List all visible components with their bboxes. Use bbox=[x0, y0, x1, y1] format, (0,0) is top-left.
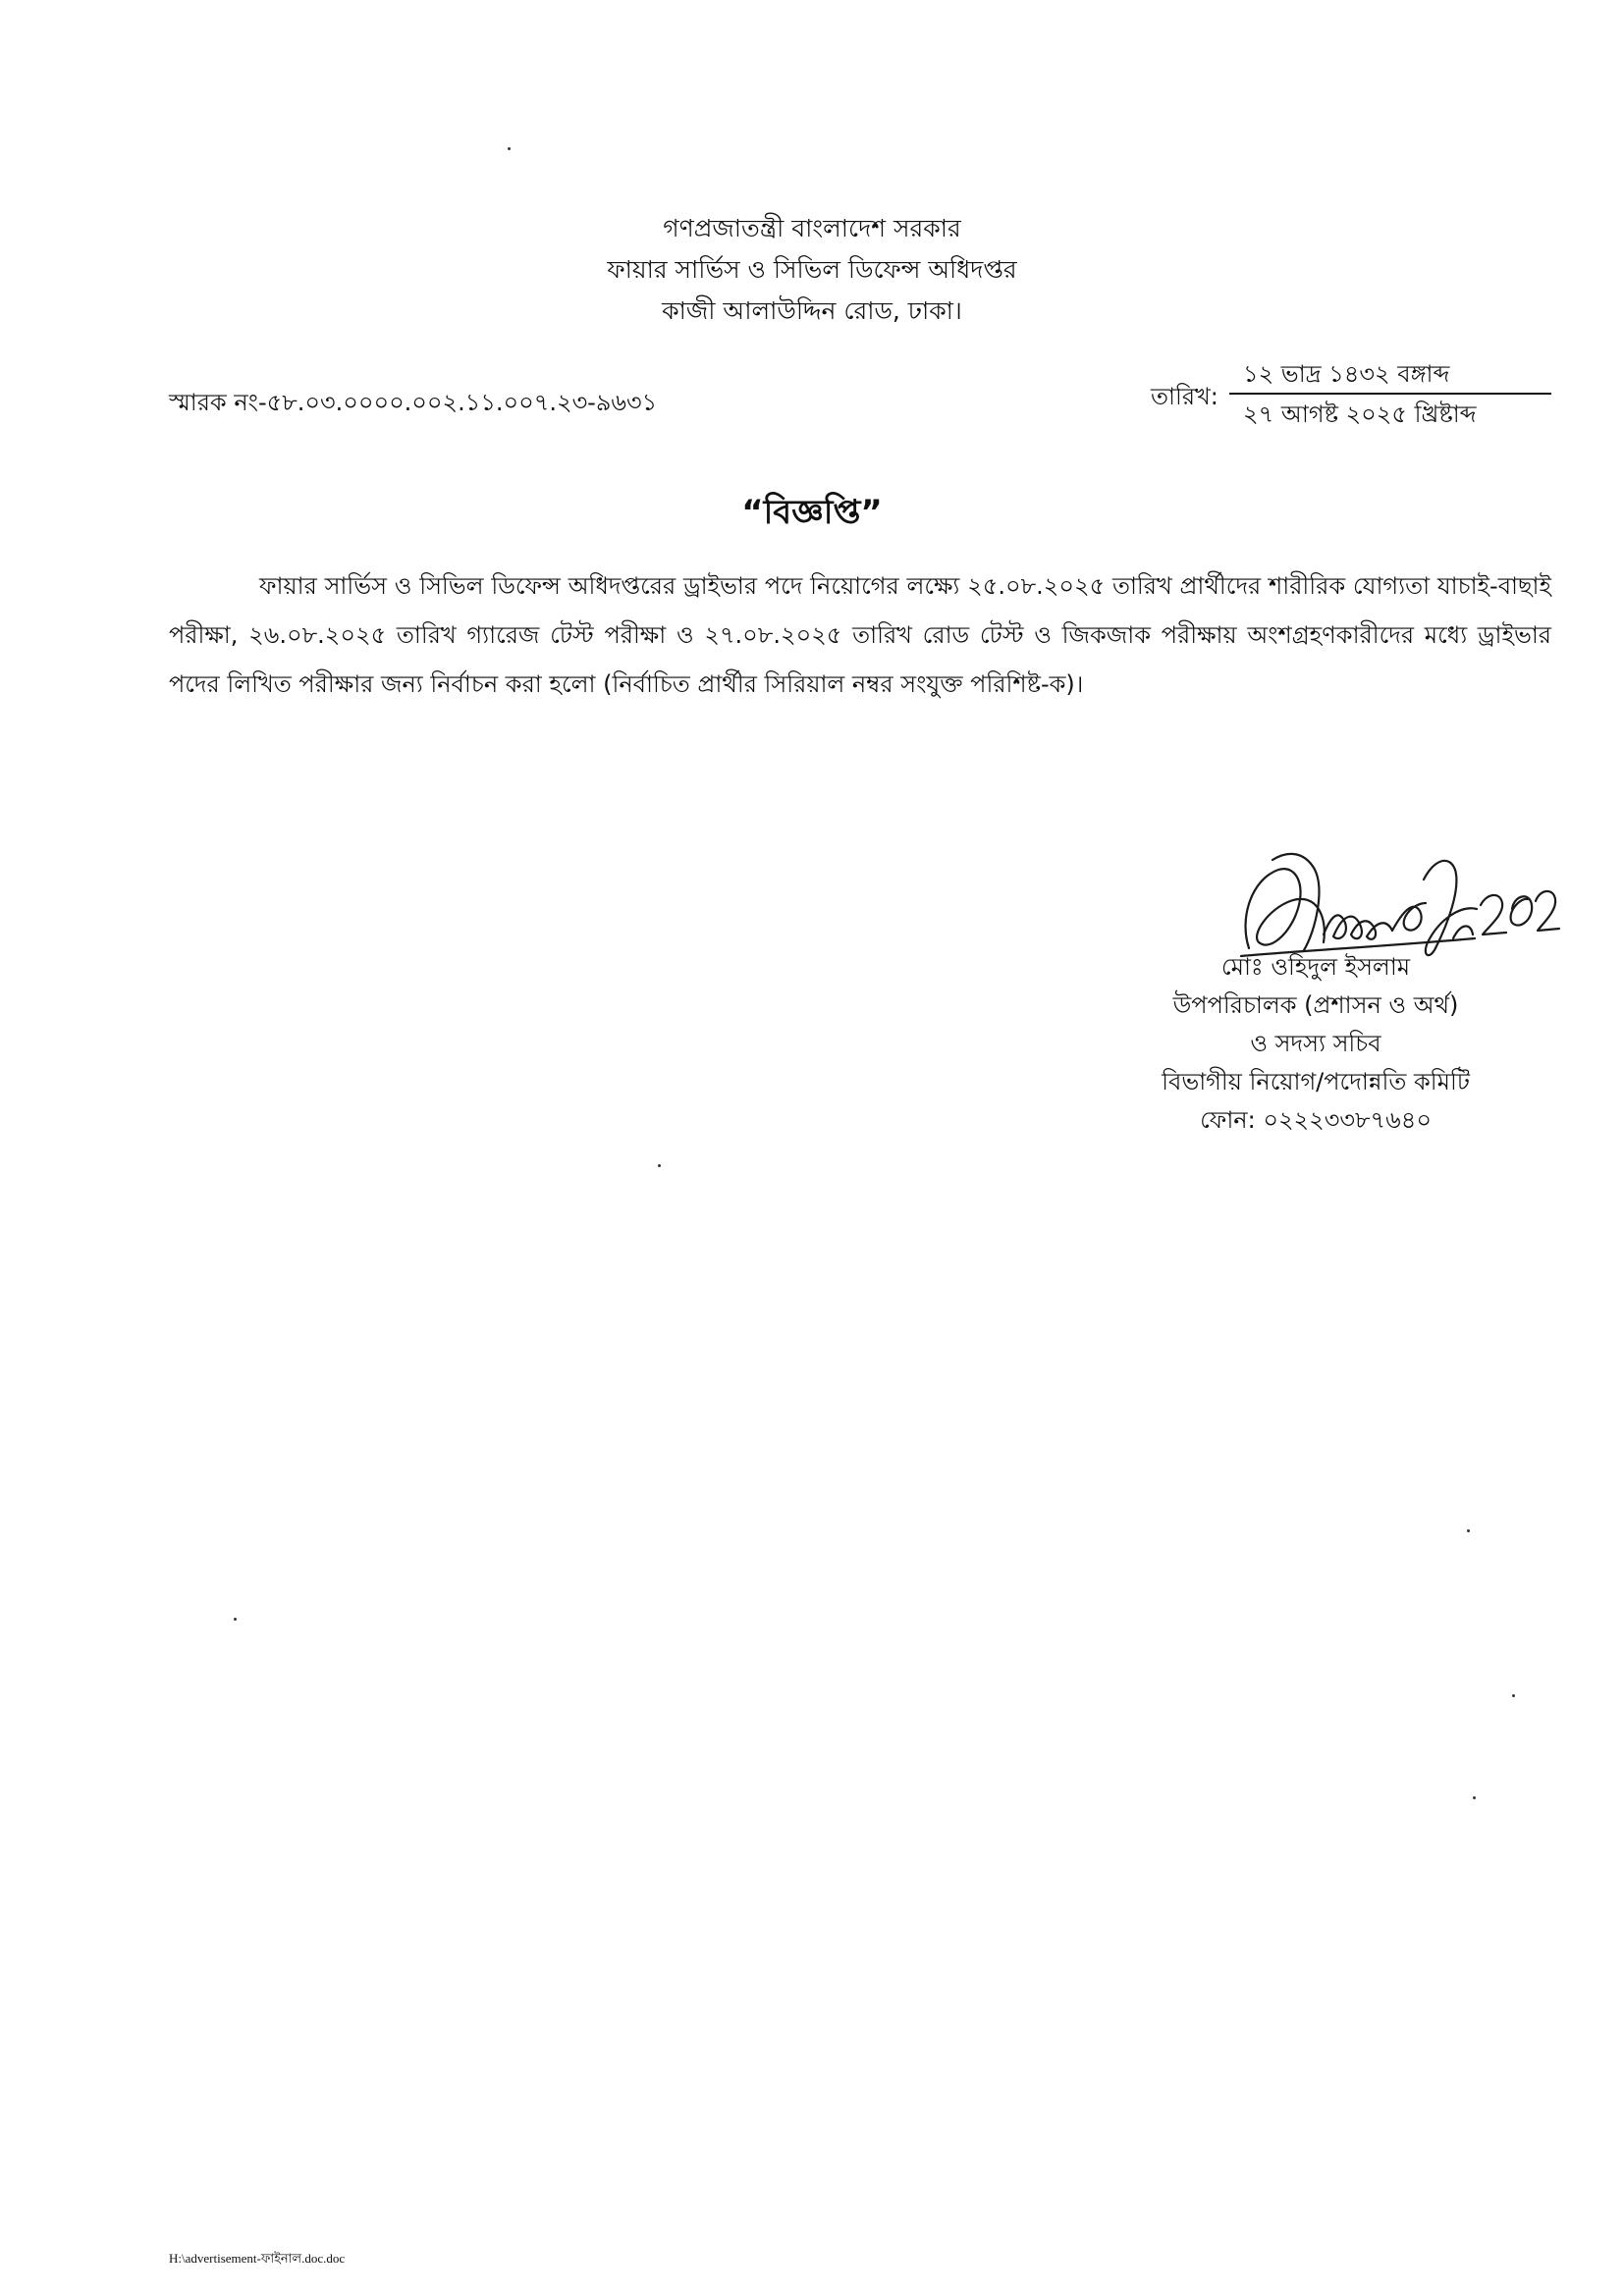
notice-title: “বিজ্ঞপ্তি” bbox=[741, 493, 883, 532]
signatory-block bbox=[1060, 948, 1571, 1140]
signatory-designation: উপপরিচালক (প্রশাসন ও অর্থ) bbox=[1172, 991, 1459, 1019]
signatory-name: মোঃ ওহিদুল ইসলাম bbox=[1220, 953, 1411, 981]
scan-speck bbox=[234, 1618, 237, 1621]
scan-speck bbox=[508, 147, 511, 150]
memo-number: স্মারক নং-৫৮.০৩.০০০০.০০২.১১.০০৭.২৩-৯৬৩১ bbox=[169, 389, 658, 416]
letterhead bbox=[0, 208, 1624, 332]
date-block bbox=[1229, 355, 1551, 434]
government-name: গণপ্রজাতন্ত্রী বাংলাদেশ সরকার bbox=[663, 214, 961, 242]
footer-file-path: H:\advertisement-ফাইনাল.doc.doc bbox=[169, 2251, 346, 2266]
signatory-committee: বিভাগীয় নিয়োগ/পদোন্নতি কমিটি bbox=[1162, 1068, 1470, 1095]
scan-speck bbox=[1512, 1694, 1515, 1697]
date-gregorian: ২৭ আগষ্ট ২০২৫ খ্রিষ্টাব্দ bbox=[1243, 400, 1477, 428]
scan-speck bbox=[1467, 1529, 1470, 1532]
office-address: কাজী আলাউদ্দিন রোড, ঢাকা। bbox=[662, 296, 962, 325]
date-bengali: ১২ ভাদ্র ১৪৩২ বঙ্গাব্দ bbox=[1229, 355, 1551, 395]
notice-body: ফায়ার সার্ভিস ও সিভিল ডিফেন্স অধিদপ্তরের ড্রাইভার পদে নিয়োগের লক্ষ্যে ২৫.০৮.২০২৫ তারিখ প্রার্থীদের শারীরিক যোগ্যতা যাচাই-বাছাই পরীক্ষা, ২৬.০৮.২০২৫ তারিখ গ্যারেজ টেস্ট পরীক্ষা ও ২৭.০৮.২০২৫ তারিখ রোড টেস্ট ও জিকজাক পরীক্ষায় অংশগ্রহণকারীদের মধ্যে ড্রাইভার পদের লিখিত পরীক্ষার জন্য নির্বাচন করা হলো (নির্বাচিত প্রার্থীর সিরিয়াল নম্বর সংযুক্ত পরিশিষ্ট-ক)। bbox=[169, 572, 1551, 698]
signatory-phone: ফোন: ০২২২৩৩৮৭৬৪০ bbox=[1200, 1106, 1432, 1134]
scan-speck bbox=[1473, 1796, 1476, 1799]
scan-speck bbox=[658, 1164, 661, 1167]
department-name: ফায়ার সার্ভিস ও সিভিল ডিফেন্স অধিদপ্তর bbox=[607, 255, 1017, 284]
signatory-role: ও সদস্য সচিব bbox=[1250, 1030, 1381, 1057]
date-label: তারিখ: bbox=[1151, 383, 1218, 410]
